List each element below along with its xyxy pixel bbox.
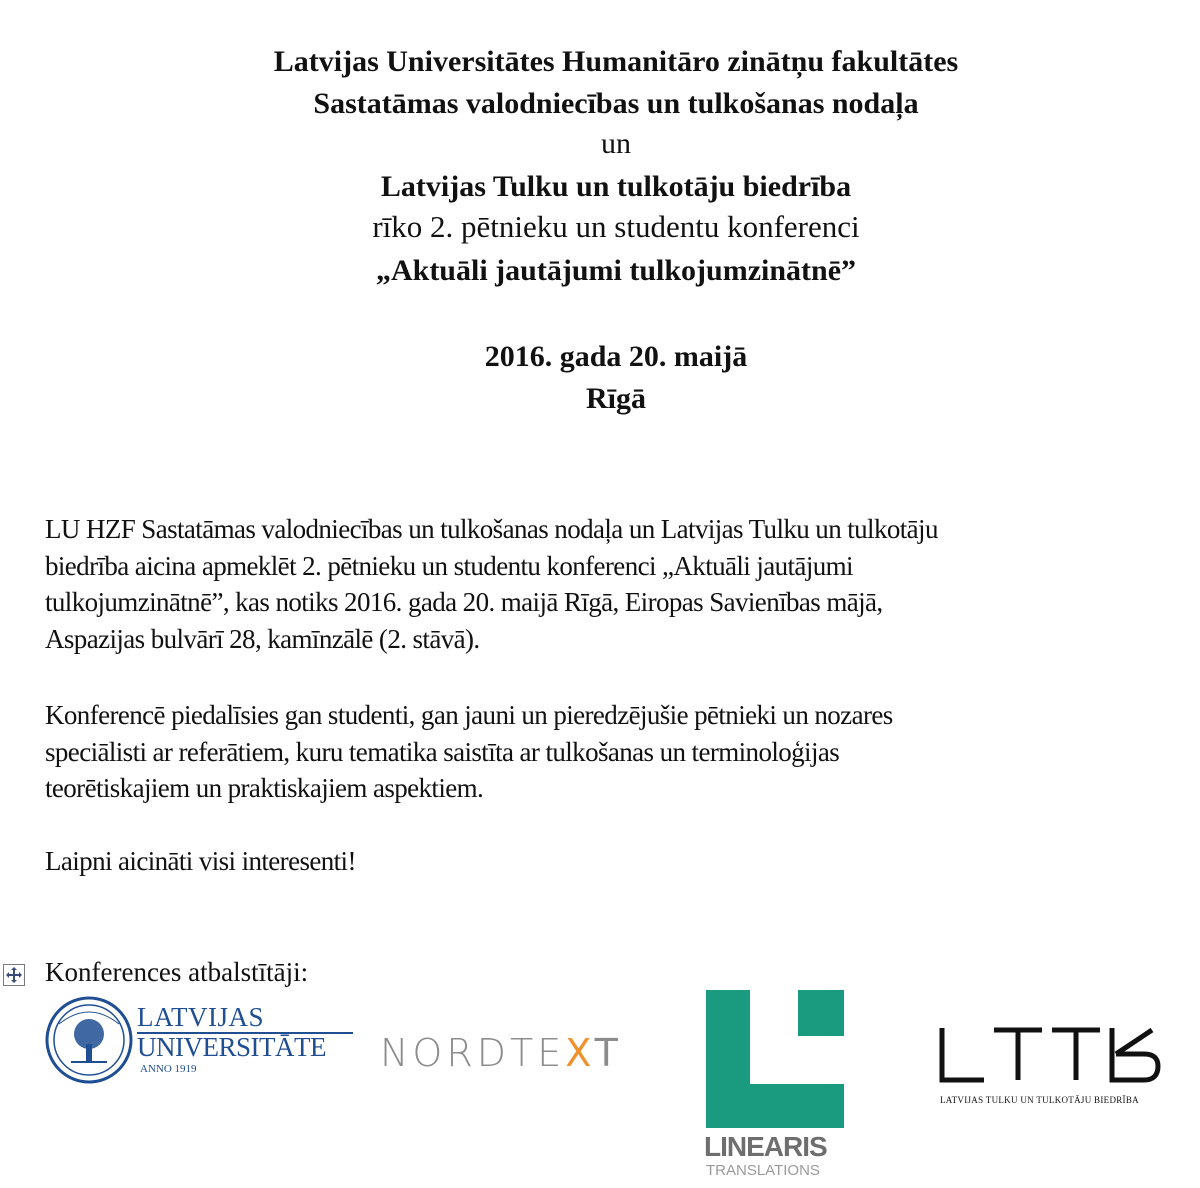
linearis-name: LINEARIS xyxy=(704,1131,827,1162)
lttb-sub: LATVIJAS TULKU UN TULKOTĀJU BIEDRĪBA xyxy=(940,1095,1139,1105)
participants-line: Konferencē piedalīsies gan studenti, gan jauni un pieredzējušie pētnieki un nozares xyxy=(45,700,893,730)
lu-name-line1: LATVIJAS xyxy=(137,1002,265,1032)
invitation-line: biedrība aicina apmeklēt 2. pētnieku un studentu konferenci „Aktuāli jautājumi xyxy=(45,550,853,581)
participants-paragraph xyxy=(45,697,1195,807)
supporters-label: Konferences atbalstītāji: xyxy=(45,957,309,987)
linearis-sub: TRANSLATIONS xyxy=(706,1162,820,1179)
conjunction-and: un xyxy=(601,127,631,160)
participants-line: teorētiskajiem un praktiskajiem aspektiem. xyxy=(45,773,484,803)
lu-logo xyxy=(45,996,365,1086)
table-move-handle[interactable] xyxy=(3,964,25,986)
lttb-wordmark-icon xyxy=(938,1024,1163,1084)
event-place: Rīgā xyxy=(586,382,646,415)
lu-emblem-icon xyxy=(45,996,133,1084)
organizer-association: Latvijas Tulku un tulkotāju biedrība xyxy=(380,170,852,203)
invitation-paragraph xyxy=(45,511,1195,657)
lttb-logo xyxy=(930,1018,1165,1108)
invitation-line: LU HZF Sastatāmas valodniecības un tulkošanas nodaļa un Latvijas Tulku un tulkotāju xyxy=(45,514,938,544)
nordtext-left: NORDTE xyxy=(380,1031,566,1075)
move-arrows-icon xyxy=(4,965,24,985)
organizer-department: Sastatāmas valodniecības un tulkošanas nodaļa xyxy=(313,87,919,120)
organizer-faculty: Latvijas Universitātes Humanitāro zinātņu fakultātes xyxy=(273,45,959,78)
linearis-mark-icon xyxy=(706,990,846,1128)
linearis-logo xyxy=(700,990,850,1186)
event-date: 2016. gada 20. maijā xyxy=(484,340,748,373)
event-announcement: rīko 2. pētnieku un studentu konferenci xyxy=(372,209,860,244)
lu-anno: ANNO 1919 xyxy=(140,1063,197,1075)
conference-title: „Aktuāli jautājumi tulkojumzinātnē” xyxy=(375,254,857,287)
lu-name-line2: UNIVERSITĀTE xyxy=(137,1032,326,1062)
nordtext-logo xyxy=(380,1030,650,1080)
nordtext-right: T xyxy=(594,1031,622,1075)
nordtext-x: X xyxy=(565,1031,595,1075)
invitation-line: Aspazijas bulvārī 28, kamīnzālē (2. stāvā). xyxy=(45,623,480,654)
participants-line: speciālisti ar referātiem, kuru tematika saistīta ar tulkošanas un terminoloģijas xyxy=(45,736,840,767)
invitation-line: tulkojumzinātnē”, kas notiks 2016. gada 20. maijā Rīgā, Eiropas Savienības mājā, xyxy=(45,587,883,617)
welcome-line: Laipni aicināti visi interesenti! xyxy=(45,846,356,876)
